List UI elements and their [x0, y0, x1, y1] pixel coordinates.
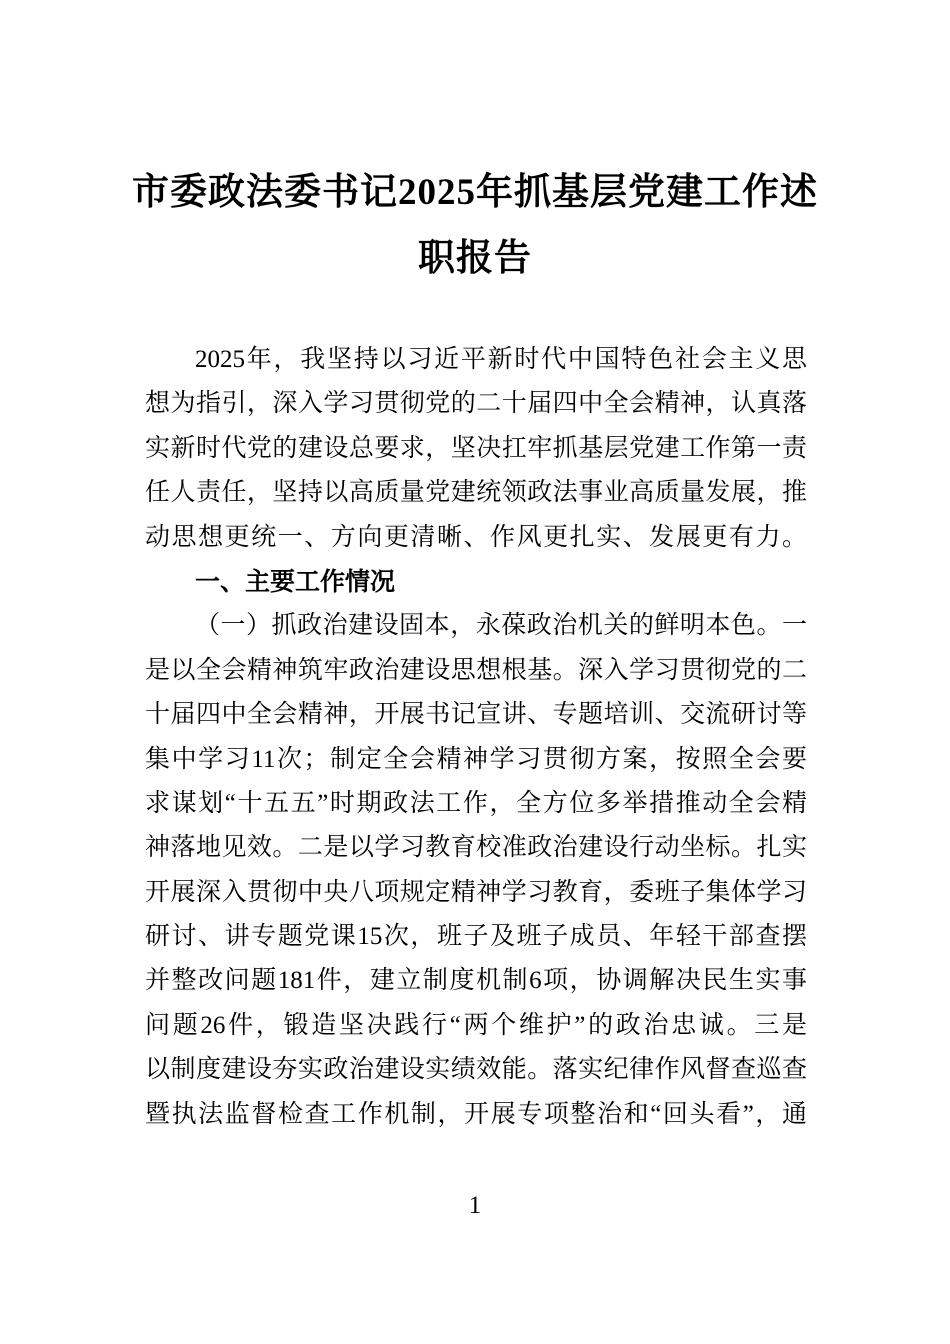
- text-line: [145, 1093, 807, 1137]
- text-run: 实新时代党的建设总要求，坚决扛牢抓基层党建工作第一责: [145, 434, 807, 462]
- text-line: [145, 604, 807, 648]
- text-run: 十届四中全会精神，开展书记宣讲、专题培训、交流研讨等: [145, 701, 807, 729]
- text-line: [145, 915, 807, 959]
- text-run: 一: [781, 612, 807, 640]
- text-run: 集中学习11次；制定全会精神学习贯彻方案，按照全会要: [145, 745, 807, 773]
- text-run: 暨执法监督检查工作机制，开展专项整治和“回头看”，通: [145, 1100, 807, 1128]
- text-run: 想为指引，深入学习贯彻党的二十届四中全会精神，认真落: [145, 390, 807, 418]
- emphasis-kaiti-run: （一）抓政治建设固本，永葆政治机关的鲜明本色。: [195, 612, 782, 640]
- text-line: [145, 959, 807, 1003]
- text-line: [145, 382, 807, 426]
- text-run: 开展深入贯彻中央八项规定精神学习教育，委班子集体学习: [145, 878, 807, 906]
- text-line: [145, 649, 807, 693]
- text-run: 以制度建设夯实政治建设实绩效能。落实纪律作风督查巡查: [145, 1056, 807, 1084]
- document-title: [0, 0, 950, 292]
- text-run: 是以全会精神筑牢政治建设思想根基。深入学习贯彻党的二: [145, 656, 807, 684]
- text-run: 2025年，我坚持以习近平新时代中国特色社会主义思: [195, 346, 807, 373]
- title-line-1: 市委政法委书记2025年抓基层党建工作述: [132, 172, 818, 213]
- text-run: 并整改问题181件，建立制度机制6项，协调解决民生实事: [145, 967, 807, 995]
- text-run: 问题26件，锻造坚决践行“两个维护”的政治忠诚。三是: [145, 1011, 807, 1039]
- text-run: 研讨、讲专题党课15次，班子及班子成员、年轻干部查摆: [145, 923, 807, 951]
- title-line-2: 职报告: [418, 238, 532, 279]
- text-line: [145, 826, 807, 870]
- section-heading: [145, 560, 807, 604]
- heading-text: 一、主要工作情况: [195, 567, 396, 596]
- text-line: [145, 782, 807, 826]
- text-line: [145, 871, 807, 915]
- text-line: [145, 1004, 807, 1048]
- document-body: [145, 338, 807, 1137]
- page-number: 1: [468, 1192, 482, 1219]
- text-run: 任人责任，坚持以高质量党建统领政法事业高质量发展，推: [145, 479, 807, 507]
- text-run: 动思想更统一、方向更清晰、作风更扎实、发展更有力。: [145, 523, 807, 551]
- text-run: 神落地见效。二是以学习教育校准政治建设行动坐标。扎实: [145, 834, 807, 862]
- text-line: [145, 738, 807, 782]
- text-line: [145, 693, 807, 737]
- text-line: [145, 338, 807, 382]
- text-line: [145, 1048, 807, 1092]
- text-line: [145, 471, 807, 515]
- text-run: 求谋划“十五五”时期政法工作，全方位多举措推动全会精: [145, 789, 807, 817]
- text-line: [145, 516, 807, 560]
- text-line: [145, 427, 807, 471]
